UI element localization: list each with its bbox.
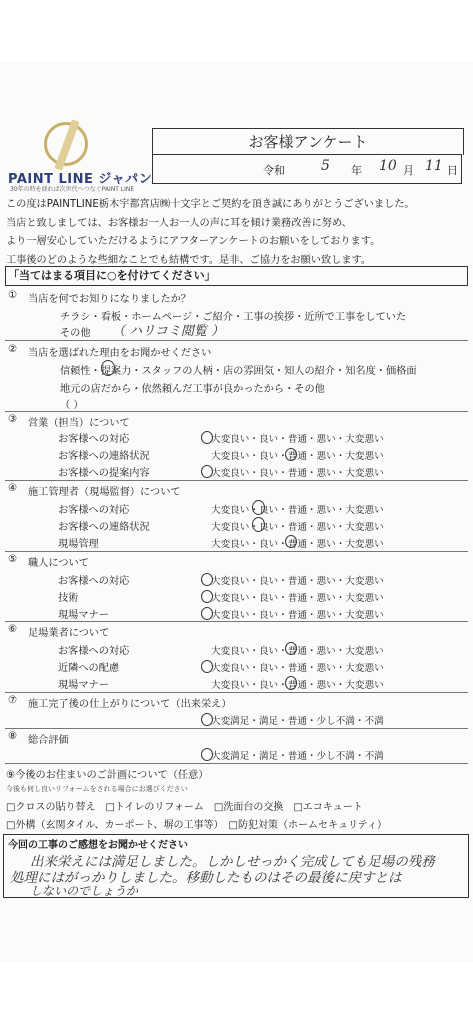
q6-item-2: 近隣への配慮 [58,663,120,674]
q1-number: ① [8,290,18,301]
q9-checkbox-row-2[interactable]: □外構（玄関タイル、カーポート、塀の工事等） □防犯対策（ホームセキュリティ） [6,820,387,831]
q1-title: 当店を何でお知りになりましたか？ [28,294,191,305]
q4-item-2: お客様への連絡状況 [58,522,150,533]
q5-item-1: お客様への対応 [58,576,130,587]
divider [5,728,468,729]
q4-number: ④ [8,483,18,494]
q4-item-1-scale[interactable]: 大変良い・良い・普通・悪い・大変悪い [211,505,384,516]
q3-item-2: お客様への連絡状況 [58,451,150,462]
q3-item-1-scale[interactable]: 大変良い・良い・普通・悪い・大変悪い [211,434,384,445]
q4-title: 施工管理者（現場監督）について [28,487,181,498]
survey-date [152,154,462,184]
divider [5,480,468,481]
q7-number: ⑦ [8,695,18,706]
q1-options[interactable]: チラシ・看板・ホームページ・ご紹介・工事の挨拶・近所で工事をしていた [60,312,407,323]
q4-item-2-scale[interactable]: 大変良い・良い・普通・悪い・大変悪い [211,522,384,533]
handwritten-circle [201,431,213,444]
q5-title: 職人について [28,558,89,569]
q1-other-handwritten[interactable]: （ ハリコミ閲覧 ） [112,324,225,339]
handwritten-circle [201,573,213,586]
q9-checkbox-row-1[interactable]: □クロスの貼り替え □トイレのリフォーム □洗面台の交換 □エコキュート [6,802,363,813]
date-month-unit: 月 [403,164,414,177]
company-logo-text: PAINT LINE ジャパン [8,172,153,187]
feedback-handwritten-line[interactable]: 出来栄えには満足しました。しかしせっかく完成しても足場の残務 [30,854,435,870]
q5-item-3: 現場マナー [58,610,109,621]
q3-item-3-scale[interactable]: 大変良い・良い・普通・悪い・大変悪い [211,468,384,479]
date-day-value: 11 [425,158,443,174]
feedback-handwritten-line[interactable]: しないのでしょうか [30,884,139,898]
divider [5,692,468,693]
handwritten-circle [285,676,297,690]
q2-options-row2[interactable]: 地元の店だから・依然頼んだ工事が良かったから・その他 [60,384,325,395]
q4-item-3-scale[interactable]: 大変良い・良い・普通・悪い・大変悪い [211,539,384,550]
intro-line: 当店と致しましては、お客様お一人お一人の声に耳を傾け業務改善に努め、 [6,217,352,229]
q6-item-1-scale[interactable]: 大変良い・良い・普通・悪い・大変悪い [211,646,384,657]
q2-options-row1[interactable]: 信頼性・提案力・スタッフの人柄・店の雰囲気・知人の紹介・知名度・価格面 [60,366,417,377]
feedback-handwritten-line[interactable]: 処理にはがっかりしました。移動したものはその最後に戻すとは [10,870,402,886]
divider [5,340,468,341]
q6-item-2-scale[interactable]: 大変良い・良い・普通・悪い・大変悪い [211,663,384,674]
divider [5,411,468,412]
instruction-header: 「当てはまる項目に○を付けてください」 [5,266,468,286]
q3-item-2-scale[interactable]: 大変良い・良い・普通・悪い・大変悪い [211,451,384,462]
q8-scale[interactable]: 大変満足・満足・普通・少し不満・不満 [211,751,384,762]
date-year-unit: 年 [351,164,362,177]
q2-title: 当店を選ばれた理由をお聞かせください [28,348,212,359]
intro-line: より一層安心していただけるようにアフターアンケートのお願いをしております。 [6,236,381,247]
q1-other-label: その他 [60,328,91,339]
q3-item-3: お客様への提案内容 [58,468,150,479]
date-era: 令和 [263,164,285,177]
q6-number: ⑥ [8,624,18,635]
divider [5,621,468,622]
q6-item-3-scale[interactable]: 大変良い・良い・普通・悪い・大変悪い [211,680,384,691]
handwritten-circle [201,713,213,726]
handwritten-circle [201,607,213,620]
q4-item-1: お客様への対応 [58,505,130,516]
handwritten-circle [285,448,297,461]
intro-line: この度はPAINTLINE栃木宇都宮店㈱十文字とご契約を頂き誠にありがとうございました。 [6,199,415,210]
divider [5,551,468,552]
handwritten-circle [201,590,213,603]
handwritten-circle [252,500,265,515]
q5-item-2-scale[interactable]: 大変良い・良い・普通・悪い・大変悪い [211,593,384,604]
company-logo-mark [44,122,88,166]
q9-title: ⑨今後のお住まいのご計画について（任意） [6,770,209,781]
date-year-value: 5 [321,158,330,174]
handwritten-circle [285,642,297,655]
q5-item-1-scale[interactable]: 大変良い・良い・普通・悪い・大変悪い [211,576,384,587]
q6-title: 足場業者について [28,628,110,639]
handwritten-circle [285,535,297,548]
company-logo-tagline: 30年の時を経れば次世代へつなぐPAINT LINE [10,186,135,193]
q5-number: ⑤ [8,554,18,565]
date-day-unit: 日 [447,164,458,177]
date-month-value: 10 [379,158,397,174]
q6-item-1: お客様への対応 [58,646,130,657]
q3-title: 営業（担当）について [28,418,130,429]
q7-title: 施工完了後の仕上がりについて（出来栄え） [28,699,232,710]
q8-number: ⑧ [8,731,18,742]
q5-item-2: 技術 [58,593,79,604]
q2-other-paren[interactable]: （ ） [60,400,84,411]
q9-subtitle: 今後も何し良いリフォームをされる場合にお選びください [6,785,188,793]
handwritten-circle [201,465,213,478]
handwritten-circle [252,517,265,532]
q6-item-3: 現場マナー [58,680,109,691]
q2-number: ② [8,344,18,355]
q4-item-3: 現場管理 [58,539,99,550]
q5-item-3-scale[interactable]: 大変良い・良い・普通・悪い・大変悪い [211,610,384,621]
q3-item-1: お客様への対応 [58,434,130,445]
q7-scale[interactable]: 大変満足・満足・普通・少し不満・不満 [211,716,384,727]
intro-line: 工事後のどのような些細なことでも結構です。是非、ご協力をお願い致します。 [6,254,372,266]
feedback-title: 今回の工事のご感想をお聞かせください [8,840,188,851]
divider [5,763,468,764]
intro-text [6,196,468,270]
survey-title: お客様アンケート [152,128,464,155]
handwritten-circle [201,748,213,761]
handwritten-circle [201,660,213,673]
handwritten-circle [101,360,115,376]
q8-title: 総合評価 [28,735,69,746]
q3-number: ③ [8,414,18,425]
